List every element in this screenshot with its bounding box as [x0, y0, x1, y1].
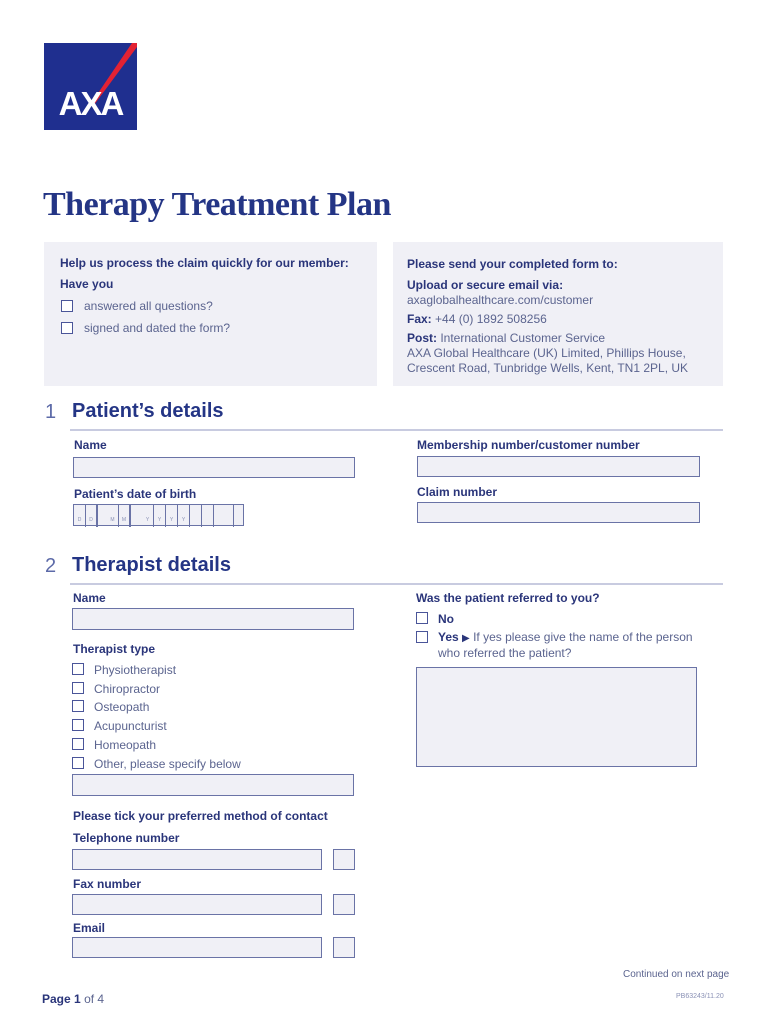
dob-cell: Y: [178, 505, 190, 527]
patient-name-input[interactable]: [73, 457, 355, 478]
therapist-name-input[interactable]: [72, 608, 354, 630]
therapist-type-other: Other, please specify below: [94, 757, 241, 771]
post-line-3: Crescent Road, Tunbridge Wells, Kent, TN1 2PL, UK: [407, 361, 689, 375]
help-box: [44, 242, 377, 386]
membership-label: Membership number/customer number: [417, 438, 640, 452]
checkbox-other[interactable]: [72, 757, 84, 769]
checkbox-chiropractor[interactable]: [72, 682, 84, 694]
therapist-type-osteopath: Osteopath: [94, 700, 150, 714]
membership-input[interactable]: [417, 456, 700, 477]
dob-cell: Y: [154, 505, 166, 527]
checkbox-signed[interactable]: [61, 322, 73, 334]
post-line-2: AXA Global Healthcare (UK) Limited, Phillips House,: [407, 346, 686, 360]
fax-value: +44 (0) 1892 508256: [435, 312, 547, 326]
dob-cell: Y: [142, 505, 154, 527]
claim-input[interactable]: [417, 502, 700, 523]
help-heading: Help us process the claim quickly for our member:: [60, 256, 349, 270]
page-title: Therapy Treatment Plan: [43, 186, 391, 223]
referred-label: Was the patient referred to you?: [416, 591, 600, 605]
referred-yes-label: Yes: [438, 630, 459, 644]
section-2-number: 2: [45, 555, 57, 577]
section-1-number: 1: [45, 401, 57, 423]
logo-wordmark: AXA: [58, 85, 123, 122]
dob-label: Patient’s date of birth: [74, 487, 197, 501]
arrow-right-icon: ▶: [462, 633, 470, 644]
referrer-name-textarea[interactable]: [416, 667, 697, 767]
dob-cell-blank: [222, 505, 234, 527]
upload-url[interactable]: axaglobalhealthcare.com/customer: [407, 293, 594, 307]
therapist-type-chiropractor: Chiropractor: [94, 682, 161, 696]
page-total: of 4: [84, 992, 105, 1006]
referred-no-label: No: [438, 612, 454, 626]
referred-yes-note-1: If yes please give the name of the person: [473, 630, 693, 644]
fax-label: Fax:: [407, 312, 432, 326]
therapist-name-label: Name: [73, 591, 106, 605]
telephone-preferred-box[interactable]: [333, 849, 355, 870]
email-input[interactable]: [72, 937, 322, 958]
fax-number-input[interactable]: [72, 894, 322, 915]
section-2-title: Therapist details: [72, 554, 231, 576]
help-item-answered: answered all questions?: [84, 299, 213, 313]
section-1-divider: [70, 429, 723, 431]
email-preferred-box[interactable]: [333, 937, 355, 958]
checkbox-osteopath[interactable]: [72, 700, 84, 712]
dob-cell: M: [107, 505, 119, 527]
therapist-type-label: Therapist type: [73, 642, 156, 656]
checkbox-answered[interactable]: [61, 300, 73, 312]
page-label: Page: [42, 992, 71, 1006]
help-item-signed: signed and dated the form?: [84, 321, 231, 335]
referred-yes-note-2: who referred the patient?: [438, 646, 572, 660]
send-heading: Please send your completed form to:: [407, 257, 618, 271]
contact-method-label: Please tick your preferred method of contact: [73, 809, 328, 823]
dob-cell: Y: [166, 505, 178, 527]
telephone-label: Telephone number: [73, 831, 180, 845]
post-line: [407, 331, 605, 345]
checkbox-physiotherapist[interactable]: [72, 663, 84, 675]
section-2-divider: [70, 583, 723, 585]
therapist-type-homeopath: Homeopath: [94, 738, 157, 752]
send-box: [393, 242, 723, 386]
therapist-type-acupuncturist: Acupuncturist: [94, 719, 167, 733]
post-line-1: International Customer Service: [440, 331, 606, 345]
continued-note: Continued on next page: [623, 969, 730, 980]
upload-label: Upload or secure email via:: [407, 278, 564, 292]
help-subheading: Have you: [60, 277, 114, 291]
therapist-type-physiotherapist: Physiotherapist: [94, 663, 177, 677]
patient-name-label: Name: [74, 438, 107, 452]
page-current: 1: [74, 992, 81, 1006]
checkbox-acupuncturist[interactable]: [72, 719, 84, 731]
axa-logo: [44, 43, 137, 130]
other-specify-input[interactable]: [72, 774, 354, 796]
checkbox-referred-yes[interactable]: [416, 631, 428, 643]
dob-cell: D: [86, 505, 98, 527]
telephone-input[interactable]: [72, 849, 322, 870]
reference-code: PB63243/11.20: [676, 993, 724, 1000]
fax-preferred-box[interactable]: [333, 894, 355, 915]
referred-yes-line: [438, 630, 693, 644]
fax-number-label: Fax number: [73, 877, 142, 891]
dob-cell-blank: [190, 505, 202, 527]
section-1-title: Patient’s details: [72, 400, 224, 422]
dob-cell: M: [119, 505, 131, 527]
dob-cell: D: [74, 505, 86, 527]
post-label: Post:: [407, 331, 437, 345]
claim-label: Claim number: [417, 485, 498, 499]
dob-cell-blank: [202, 505, 214, 527]
dob-input[interactable]: [73, 504, 244, 526]
checkbox-homeopath[interactable]: [72, 738, 84, 750]
fax-line: [407, 312, 547, 326]
checkbox-referred-no[interactable]: [416, 612, 428, 624]
email-label: Email: [73, 921, 106, 935]
page-indicator: [42, 992, 104, 1006]
